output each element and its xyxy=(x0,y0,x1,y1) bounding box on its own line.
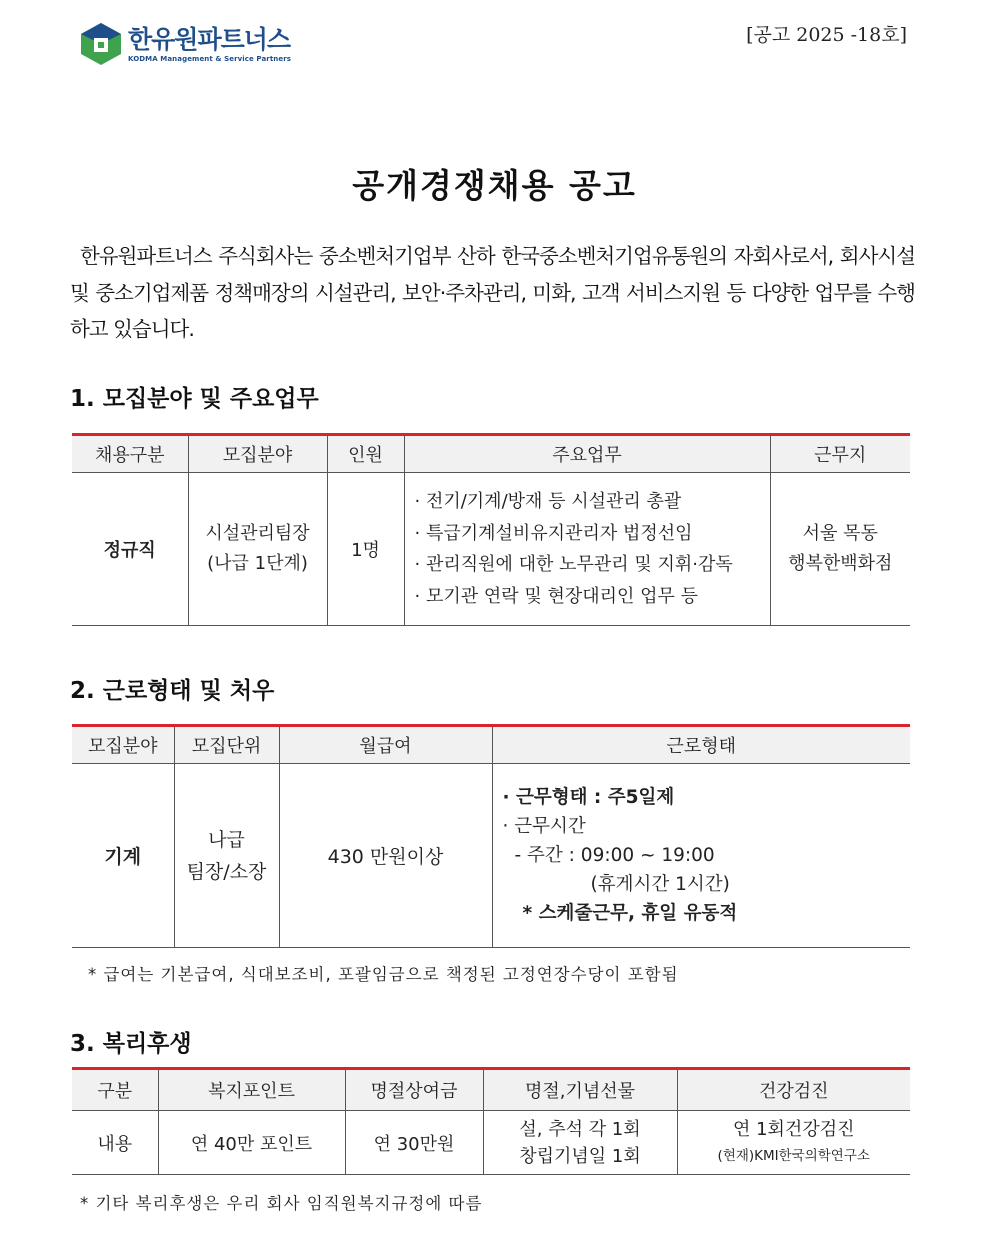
notice-number: [공고 2025 -18호] xyxy=(746,24,907,46)
work-details xyxy=(493,783,911,928)
checkup-frequency: 연 1회건강검진 xyxy=(732,1118,855,1140)
cell-field xyxy=(188,473,327,626)
cell-unit xyxy=(174,764,279,948)
duty-item: · 관리직원에 대한 노무관리 및 지휘·감독 xyxy=(414,554,733,575)
location-city: 서울 목동 xyxy=(802,523,878,544)
benefits-header-row xyxy=(72,1069,910,1111)
conditions-table xyxy=(72,724,910,948)
unit-role: 팀장/소장 xyxy=(186,860,267,883)
header-location: 근무지 xyxy=(770,435,910,473)
unit-grade: 나급 xyxy=(208,828,245,851)
duties-list xyxy=(405,486,770,612)
cell-work-type xyxy=(492,764,910,948)
cell-type: 정규직 xyxy=(72,473,188,626)
header-salary: 월급여 xyxy=(279,726,492,764)
checkup-provider: (현재)KMI한국의학연구소 xyxy=(717,1147,870,1164)
logo-name: 한유원파트너스 xyxy=(128,24,291,54)
cell-duties xyxy=(404,473,770,626)
benefits-table xyxy=(72,1067,910,1175)
company-logo xyxy=(80,22,291,66)
break-line: (휴게시간 1시간) xyxy=(590,874,730,895)
header-duties: 주요업무 xyxy=(404,435,770,473)
conditions-header-row xyxy=(72,726,910,764)
cell-location xyxy=(770,473,910,626)
section1-title: 1. 모집분야 및 주요업무 xyxy=(70,386,319,412)
header-gift: 명절,기념선물 xyxy=(483,1069,677,1111)
cell-salary: 430 만원이상 xyxy=(279,764,492,948)
cell-gift xyxy=(483,1111,677,1175)
duty-item: · 전기/기계/방재 등 시설관리 총괄 xyxy=(414,491,682,512)
header-type: 채용구분 xyxy=(72,435,188,473)
schedule-line: * 스케줄근무, 휴일 유동적 xyxy=(522,903,738,924)
location-store: 행복한백화점 xyxy=(788,553,893,574)
header-checkup: 건강검진 xyxy=(677,1069,910,1111)
gift-holidays: 설, 추석 각 1회 xyxy=(519,1118,641,1140)
recruitment-row xyxy=(72,473,910,626)
intro-text: 한유원파트너스 주식회사는 중소벤처기업부 산하 한국중소벤처기업유통원의 자회사로서, 회사시설 및 중소기업제품 정책매장의 시설관리, 보안·주차관리, 미화, 고객 서비스지원 등 다양한 업무를 수행하고 있습니다. xyxy=(70,244,915,341)
header-work-type: 근로형태 xyxy=(492,726,910,764)
work-type-line: · 근무형태 : 주5일제 xyxy=(502,787,675,808)
section2-title: 2. 근로형태 및 처우 xyxy=(70,678,275,704)
field-grade: (나급 1단계) xyxy=(207,553,308,574)
cell-points: 연 40만 포인트 xyxy=(158,1111,345,1175)
day-shift-line: - 주간 : 09:00 ~ 19:00 xyxy=(514,845,715,866)
gift-anniversary: 창립기념일 1회 xyxy=(519,1145,641,1167)
header-bonus: 명절상여금 xyxy=(345,1069,483,1111)
logo-mark-icon xyxy=(80,22,122,66)
benefits-row xyxy=(72,1111,910,1175)
header-points: 복지포인트 xyxy=(158,1069,345,1111)
cell-count: 1명 xyxy=(327,473,404,626)
document-title: 공개경쟁채용 공고 xyxy=(352,166,637,205)
header-field: 모집분야 xyxy=(188,435,327,473)
recruitment-header-row xyxy=(72,435,910,473)
salary-note: * 급여는 기본급여, 식대보조비, 포괄임금으로 책정된 고정연장수당이 포함됨 xyxy=(88,965,679,984)
benefits-note: * 기타 복리후생은 우리 회사 임직원복지규정에 따름 xyxy=(80,1194,483,1213)
duty-item: · 특급기계설비유지관리자 법정선임 xyxy=(414,522,693,544)
header-field: 모집분야 xyxy=(72,726,174,764)
intro-paragraph xyxy=(70,238,915,348)
header-count: 인원 xyxy=(327,435,404,473)
cell-field: 기계 xyxy=(72,764,174,948)
cell-bonus: 연 30만원 xyxy=(345,1111,483,1175)
work-hours-line: · 근무시간 xyxy=(502,816,586,837)
cell-checkup xyxy=(677,1111,910,1175)
field-title: 시설관리팀장 xyxy=(205,523,310,544)
cell-label: 내용 xyxy=(72,1111,158,1175)
logo-subtitle: KODMA Management & Service Partners xyxy=(128,54,292,63)
duty-item: · 모기관 연락 및 현장대리인 업무 등 xyxy=(414,585,698,607)
header-category: 구분 xyxy=(72,1069,158,1111)
conditions-row xyxy=(72,764,910,948)
recruitment-table xyxy=(72,433,910,626)
header-unit: 모집단위 xyxy=(174,726,279,764)
section3-title: 3. 복리후생 xyxy=(70,1031,192,1057)
